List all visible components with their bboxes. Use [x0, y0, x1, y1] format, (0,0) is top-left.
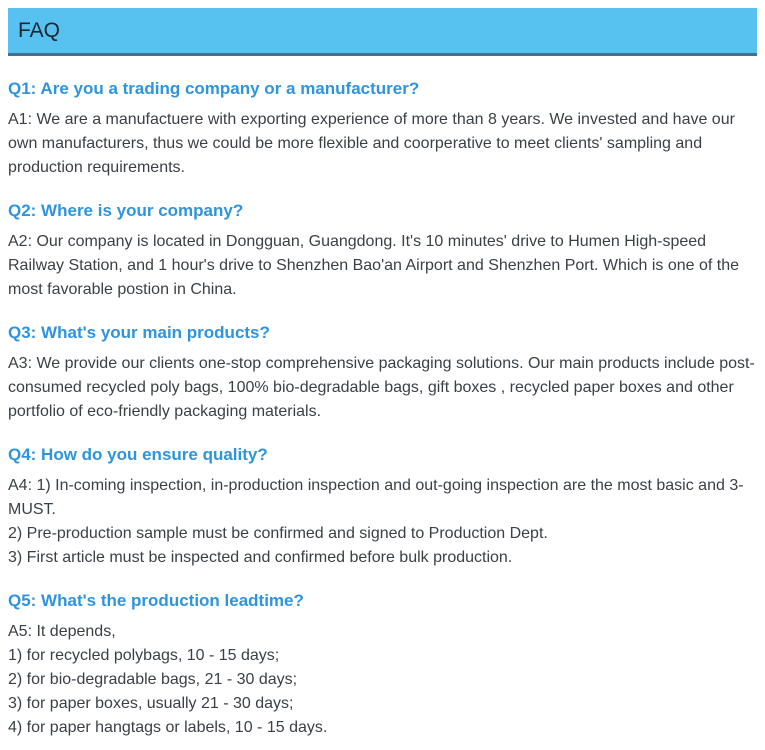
faq-answer-line: 2) Pre-production sample must be confirmed and signed to Production Dept. [8, 525, 548, 542]
page-title: FAQ [18, 19, 61, 42]
faq-answer-line: A1: We are a manufactuere with exporting experience of more than 8 years. We invested and have our own manufacturers, thus we could be more flexible and coorperative to meet clients' sampling and production requirements. [8, 111, 735, 176]
faq-item-1 [8, 78, 757, 180]
faq-item-4 [8, 444, 757, 570]
faq-answer-line: A2: Our company is located in Dongguan, Guangdong. It's 10 minutes' drive to Humen High-speed Railway Station, and 1 hour's drive to Shenzhen Bao'an Airport and Shenzhen Port. Which is one of the most favorable postion in China. [8, 233, 739, 298]
faq-answer-line: A3: We provide our clients one-stop comprehensive packaging solutions. Our main products include post-consumed recycled poly bags, 100% bio-degradable bags, gift boxes , recycled paper boxes and other portfolio of eco-friendly packaging materials. [8, 355, 755, 420]
faq-answer-line: A5: It depends, [8, 623, 116, 640]
faq-answer-line: 3) First article must be inspected and confirmed before bulk production. [8, 549, 513, 566]
faq-answer-line: 1) for recycled polybags, 10 - 15 days; [8, 647, 280, 664]
faq-answer-line: 3) for paper boxes, usually 21 - 30 days; [8, 695, 294, 712]
faq-answer-line: 4) for paper hangtags or labels, 10 - 15 days. [8, 719, 328, 736]
faq-list [8, 78, 757, 740]
faq-section-header [8, 8, 757, 56]
faq-question: Q3: What's your main products? [8, 323, 270, 342]
faq-item-3 [8, 322, 757, 424]
faq-answer-line: 2) for bio-degradable bags, 21 - 30 days; [8, 671, 298, 688]
faq-question: Q2: Where is your company? [8, 201, 244, 220]
faq-item-2 [8, 200, 757, 302]
faq-question: Q1: Are you a trading company or a manufacturer? [8, 79, 420, 98]
faq-item-5 [8, 590, 757, 740]
faq-answer-line: A4: 1) In-coming inspection, in-production inspection and out-going inspection are the most basic and 3-MUST. [8, 477, 744, 518]
faq-question: Q4: How do you ensure quality? [8, 445, 268, 464]
faq-question: Q5: What's the production leadtime? [8, 591, 304, 610]
